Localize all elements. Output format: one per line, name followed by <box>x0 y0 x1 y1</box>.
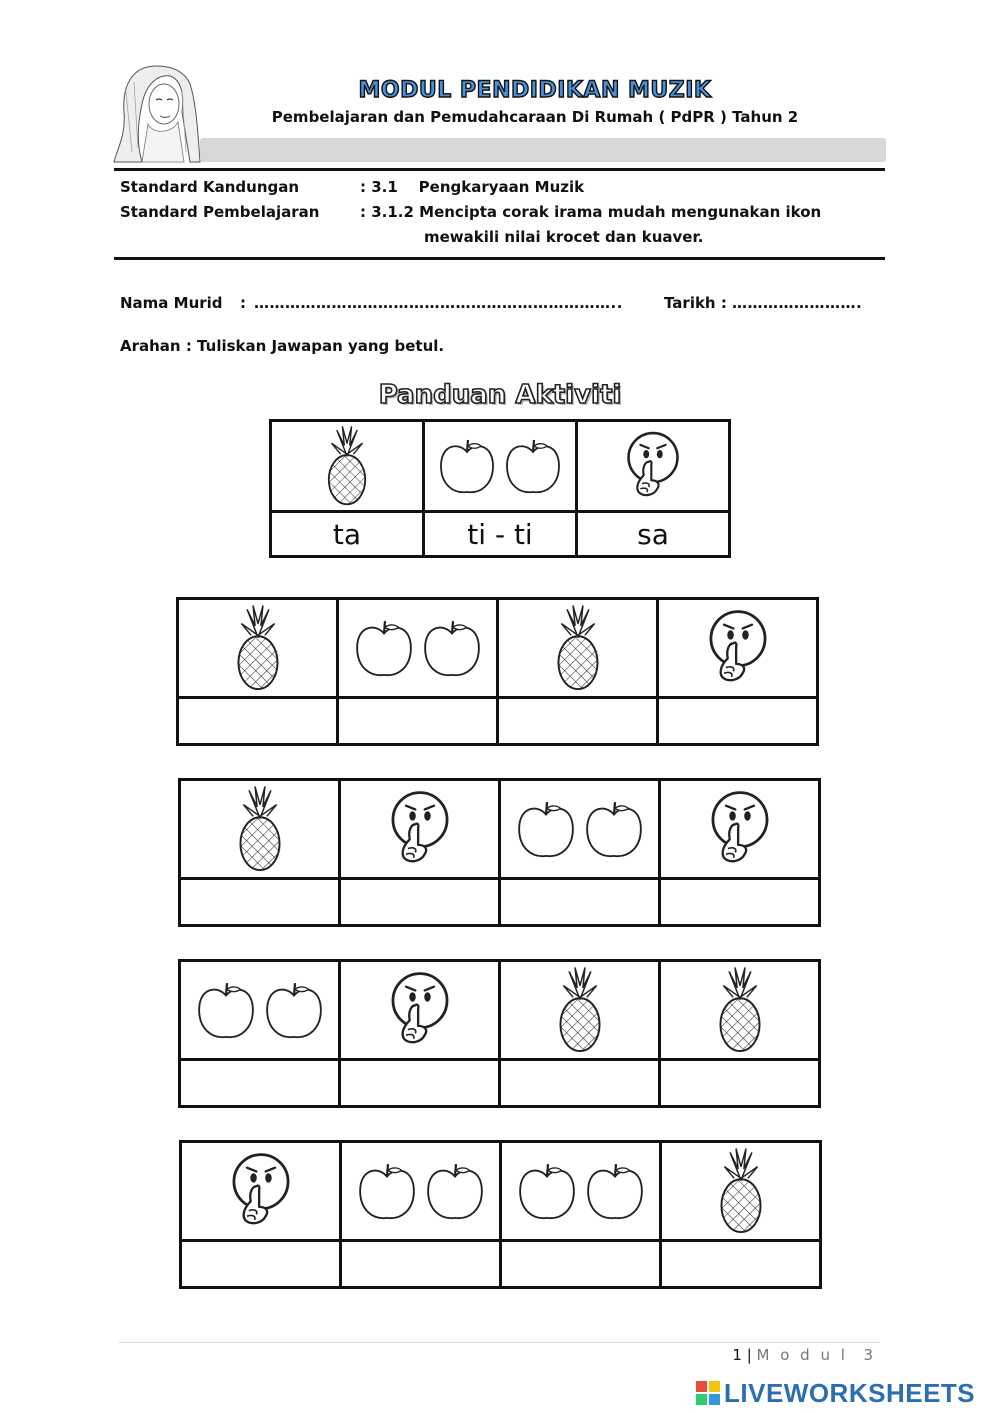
answer-box-1-1[interactable] <box>178 698 338 745</box>
liveworksheets-logo-icon <box>695 1380 721 1406</box>
answer-box-1-3[interactable] <box>498 698 658 745</box>
guide-table <box>269 419 731 558</box>
apple-icon <box>515 1160 579 1222</box>
exercise-1-cell-2 <box>338 599 498 698</box>
exercise-4-cell-2 <box>341 1142 501 1241</box>
exercise-1-cell-1 <box>178 599 338 698</box>
answer-box-3-2[interactable] <box>340 1060 500 1107</box>
shush-face-icon <box>228 1149 294 1233</box>
apple-icon <box>420 617 484 679</box>
exercise-4-cell-3 <box>501 1142 661 1241</box>
guide-cell-ta <box>271 421 424 512</box>
exercise-table-4 <box>179 1140 822 1289</box>
answer-box-1-4[interactable] <box>658 698 818 745</box>
answer-box-4-2[interactable] <box>341 1241 501 1288</box>
module-title: MODUL PENDIDIKAN MUZIK <box>358 78 712 103</box>
two-apples-icon <box>339 617 496 679</box>
shush-face-icon <box>705 606 771 690</box>
apple-icon <box>194 979 258 1041</box>
exercise-2-cell-2 <box>340 780 500 879</box>
shush-face-icon <box>387 968 453 1052</box>
exercise-table-2 <box>178 778 821 927</box>
module-label: M o d u l 3 <box>756 1346 876 1364</box>
pineapple-icon <box>553 604 603 692</box>
answer-box-2-4[interactable] <box>660 879 820 926</box>
apple-icon <box>514 798 578 860</box>
divider-bottom <box>114 257 885 260</box>
exercise-table-3 <box>178 959 821 1108</box>
apple-icon <box>436 436 498 496</box>
answer-box-2-3[interactable] <box>500 879 660 926</box>
instruction-text: Arahan : Tuliskan Jawapan yang betul. <box>120 337 445 355</box>
name-label: Nama Murid <box>120 294 223 312</box>
answer-box-4-3[interactable] <box>501 1241 661 1288</box>
apple-icon <box>355 1160 419 1222</box>
answer-box-3-4[interactable] <box>660 1060 820 1107</box>
shush-face-icon <box>707 787 773 871</box>
portrait-image <box>112 62 202 164</box>
apple-icon <box>352 617 416 679</box>
standard-kandungan-value: : 3.1 Pengkaryaan Muzik <box>360 178 585 196</box>
two-apples-icon <box>501 798 658 860</box>
pineapple-icon <box>235 785 285 873</box>
exercise-3-cell-3 <box>500 961 660 1060</box>
answer-box-4-1[interactable] <box>181 1241 341 1288</box>
pineapple-icon <box>233 604 283 692</box>
guide-label-ta: ta <box>271 512 424 557</box>
exercise-4-cell-4 <box>661 1142 821 1241</box>
guide-label-titi: ti - ti <box>424 512 577 557</box>
footer-divider <box>118 1342 880 1343</box>
apple-icon <box>262 979 326 1041</box>
divider-top <box>114 168 885 171</box>
exercise-1-cell-3 <box>498 599 658 698</box>
footer-sep: | <box>741 1346 757 1364</box>
exercise-3-cell-4 <box>660 961 820 1060</box>
apple-icon <box>423 1160 487 1222</box>
name-colon: : <box>240 294 246 312</box>
answer-box-3-1[interactable] <box>180 1060 340 1107</box>
standard-kandungan-label: Standard Kandungan <box>120 178 300 196</box>
exercise-2-cell-1 <box>180 780 340 879</box>
shush-face-icon <box>387 787 453 871</box>
page-number: 1 <box>732 1346 742 1364</box>
header-bar <box>200 138 886 162</box>
guide-title: Panduan Aktiviti <box>378 380 622 410</box>
apple-icon <box>583 1160 647 1222</box>
shush-face-icon <box>623 428 683 504</box>
exercise-3-cell-2 <box>340 961 500 1060</box>
exercise-2-cell-3 <box>500 780 660 879</box>
answer-box-3-3[interactable] <box>500 1060 660 1107</box>
two-apples-icon <box>181 979 338 1041</box>
pineapple-icon <box>715 966 765 1054</box>
standard-pembelajaran-value: : 3.1.2 Mencipta corak irama mudah mengunakan ikon <box>360 203 822 221</box>
answer-box-4-4[interactable] <box>661 1241 821 1288</box>
pineapple-icon <box>324 425 370 507</box>
two-apples-icon <box>342 1160 499 1222</box>
pineapple-icon <box>555 966 605 1054</box>
date-field[interactable]: ……………………. <box>732 294 863 312</box>
exercise-table-1 <box>176 597 819 746</box>
guide-cell-sa <box>577 421 730 512</box>
standard-pembelajaran-value-cont: mewakili nilai krocet dan kuaver. <box>424 228 704 246</box>
apple-icon <box>582 798 646 860</box>
guide-cell-titi <box>424 421 577 512</box>
exercise-2-cell-4 <box>660 780 820 879</box>
answer-box-2-2[interactable] <box>340 879 500 926</box>
exercise-1-cell-4 <box>658 599 818 698</box>
pineapple-icon <box>716 1147 766 1235</box>
exercise-4-cell-1 <box>181 1142 341 1241</box>
standard-pembelajaran-label: Standard Pembelajaran <box>120 203 320 221</box>
date-label: Tarikh : <box>664 294 727 312</box>
name-field[interactable]: …………………………………………………………….. <box>254 294 623 312</box>
exercise-3-cell-1 <box>180 961 340 1060</box>
liveworksheets-brand[interactable]: LIVEWORKSHEETS <box>724 1378 976 1408</box>
two-apples-icon <box>502 1160 659 1222</box>
guide-label-sa: sa <box>577 512 730 557</box>
apple-icon <box>502 436 564 496</box>
page-footer <box>700 1346 876 1364</box>
module-subtitle: Pembelajaran dan Pemudahcaraan Di Rumah ( PdPR ) Tahun 2 <box>271 108 799 126</box>
answer-box-2-1[interactable] <box>180 879 340 926</box>
answer-box-1-2[interactable] <box>338 698 498 745</box>
